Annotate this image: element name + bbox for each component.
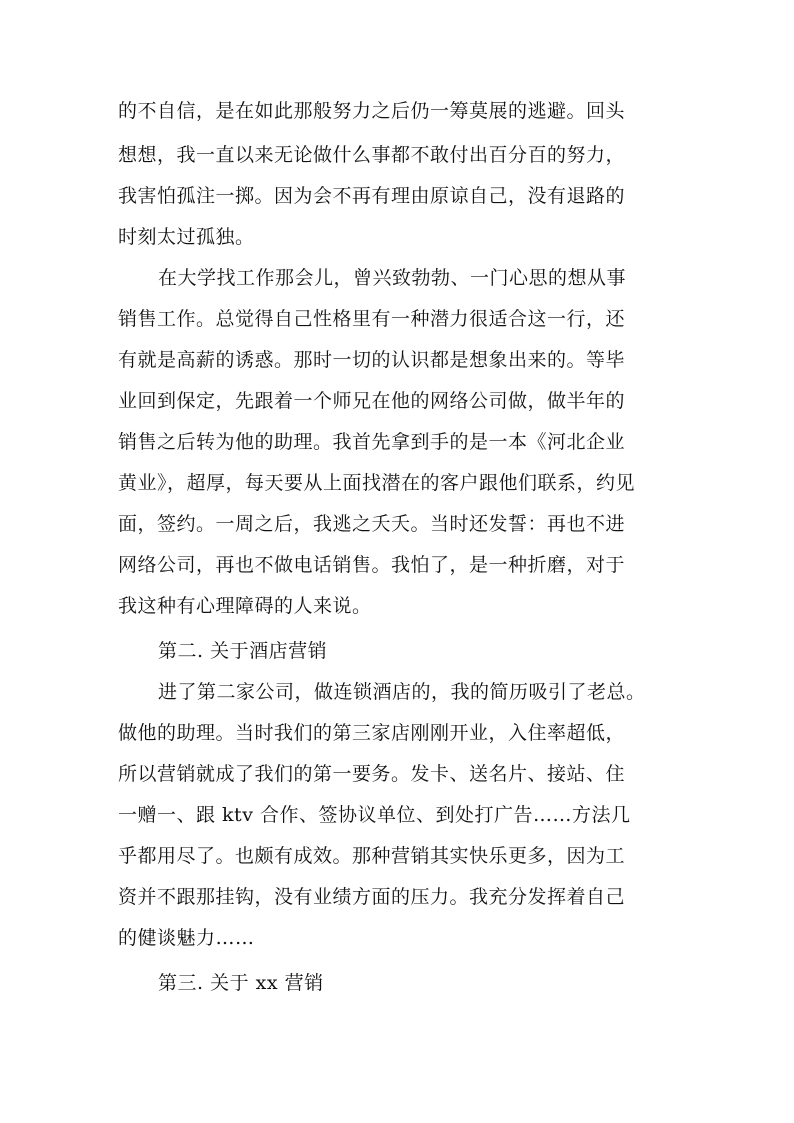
text-line: 面，签约。一周之后，我逃之夭夭。当时还发誓：再也不进 [118,513,626,535]
text-line: 销售工作。总觉得自己性格里有一种潜力很适合这一行，还 [118,308,626,330]
text-line: 一赠一、跟 ktv 合作、签协议单位、到处打广告……方法几 [118,804,631,826]
text-line: 的不自信，是在如此那般努力之后仍一筹莫展的逃避。回头 [118,100,626,122]
text-line: 时刻太过孤独。 [118,226,255,248]
text-line: 想想，我一直以来无论做什么事都不敢付出百分百的努力， [118,144,626,166]
text-line: 网络公司，再也不做电话销售。我怕了，是一种折磨，对于 [118,554,626,576]
text-line: 业回到保定，先跟着一个师兄在他的网络公司做，做半年的 [118,390,626,412]
text-line: 做他的助理。当时我们的第三家店刚刚开业，入住率超低， [118,722,626,744]
section-heading: 第三. 关于 xx 营销 [158,972,324,994]
text-line: 黄业》，超厚，每天要从上面找潜在的客户跟他们联系，约见 [118,472,636,494]
text-line: 乎都用尽了。也颇有成效。那种营销其实快乐更多，因为工 [118,845,626,867]
paragraph-first-line: 进了第二家公司，做连锁酒店的，我的简历吸引了老总。 [158,681,646,703]
text-line: 资并不跟那挂钩，没有业绩方面的压力。我充分发挥着自己 [118,886,626,908]
text-line: 所以营销就成了我们的第一要务。发卡、送名片、接站、住 [118,763,626,785]
section-heading: 第二. 关于酒店营销 [158,640,328,662]
paragraph-first-line: 在大学找工作那会儿，曾兴致勃勃、一门心思的想从事 [158,267,627,289]
text-line: 销售之后转为他的助理。我首先拿到手的是一本《河北企业 [118,431,626,453]
text-line: 我这种有心理障碍的人来说。 [118,595,372,617]
text-line: 我害怕孤注一掷。因为会不再有理由原谅自己，没有退路的 [118,185,626,207]
text-line: 有就是高薪的诱惑。那时一切的认识都是想象出来的。等毕 [118,349,626,371]
text-line: 的健谈魅力…… [118,927,255,949]
